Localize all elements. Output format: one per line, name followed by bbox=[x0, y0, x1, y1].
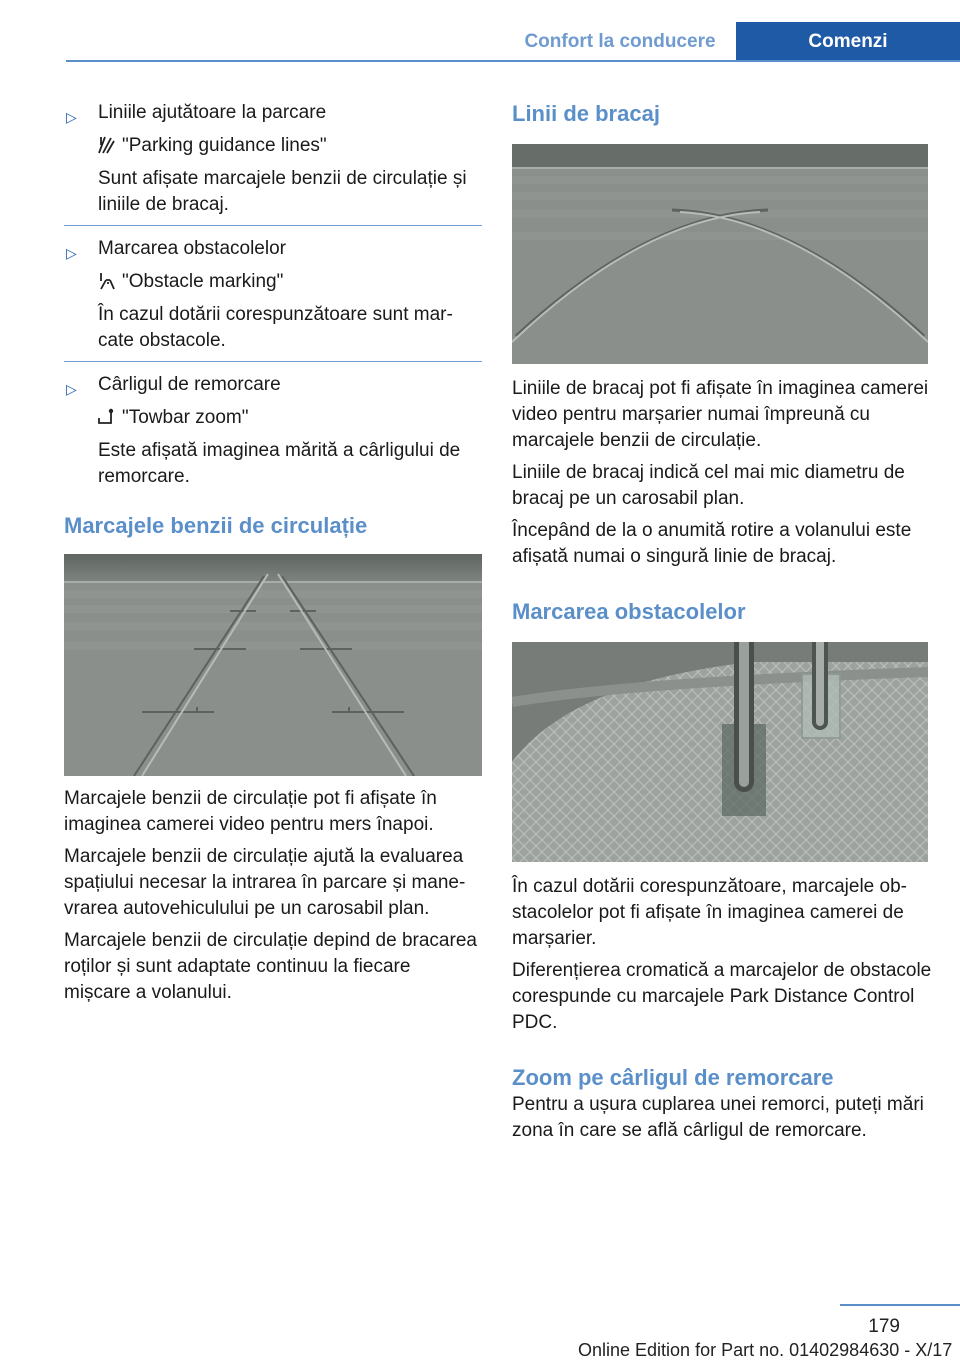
bullet-description: Sunt afișate marcajele benzii de circulație și liniile de bracaj. bbox=[98, 168, 467, 215]
bullet-towbar-zoom bbox=[64, 372, 482, 490]
bullet-option bbox=[98, 405, 482, 431]
bullet-obstacle-marking bbox=[64, 236, 482, 354]
lane-paragraph-2: Marcajele benzii de circulație ajută la evaluarea spațiului necesar la intrarea în parcare și manevrarea autovehiculului pe un carosabil plan. bbox=[64, 846, 466, 919]
bullet-description: În cazul dotării corespunzătoare sunt marcate obstacole. bbox=[98, 304, 453, 351]
bullet-separator bbox=[64, 361, 482, 362]
edition-note: Online Edition for Part no. 01402984630 - X/17 bbox=[578, 1340, 953, 1360]
towbar-zoom-icon bbox=[98, 408, 116, 426]
parking-guidance-lines-icon bbox=[98, 136, 116, 154]
bullet-title: Liniile ajutătoare la parcare bbox=[98, 102, 327, 123]
towbar-paragraph-1: Pentru a ușura cuplarea unei remorci, puteți mări zona în care se află cârligul de remorcare. bbox=[512, 1094, 924, 1141]
turning-lines-image bbox=[512, 144, 928, 364]
towbar-zoom-heading: Zoom pe cârligul de remorcare bbox=[512, 1065, 834, 1090]
page-number: 179 bbox=[868, 1316, 900, 1337]
lane-markings-image bbox=[64, 554, 482, 776]
bullet-option-label: "Towbar zoom" bbox=[122, 407, 249, 428]
turning-paragraph-3: Începând de la o anumită rotire a volanului este afișată numai o singură linie de bracaj. bbox=[512, 520, 912, 567]
header-section-tab[interactable]: Confort la conducere bbox=[524, 31, 716, 52]
turning-lines-heading: Linii de bracaj bbox=[512, 101, 660, 126]
bullet-triangle-icon: ▷ bbox=[66, 381, 77, 397]
bullet-description: Este afișată imaginea mărită a cârligului de remorcare. bbox=[98, 440, 461, 487]
obstacle-marking-heading: Marcarea obstacolelor bbox=[512, 599, 746, 624]
bullet-triangle-icon: ▷ bbox=[66, 109, 77, 125]
footer-rule bbox=[840, 1304, 960, 1306]
obstacle-paragraph-1: În cazul dotării corespunzătoare, marcajele obstacolelor pot fi afișate în imaginea camerei de marșarier. bbox=[512, 876, 907, 949]
lane-paragraph-3: Marcajele benzii de circulație depind de bracarea roților și sunt adaptate continuu la fiecare mișcare a volanului. bbox=[64, 930, 477, 1003]
left-column bbox=[64, 100, 482, 1012]
bullet-title: Cârligul de remorcare bbox=[98, 374, 281, 395]
header-rule bbox=[66, 60, 960, 62]
bullet-separator bbox=[64, 225, 482, 226]
right-column bbox=[512, 100, 932, 1150]
lane-markings-heading: Marcajele benzii de circulație bbox=[64, 513, 368, 538]
bullet-option bbox=[98, 133, 482, 159]
bullet-title: Marcarea obstacolelor bbox=[98, 238, 286, 259]
bullet-option bbox=[98, 269, 482, 295]
bullet-triangle-icon: ▷ bbox=[66, 245, 77, 261]
turning-paragraph-2: Liniile de bracaj indică cel mai mic diametru de bracaj pe un carosabil plan. bbox=[512, 462, 905, 509]
bullet-option-label: "Obstacle marking" bbox=[122, 271, 284, 292]
obstacle-paragraph-2: Diferențierea cromatică a marcajelor de obstacole corespunde cu marcajele Park Distance Control PDC. bbox=[512, 960, 932, 1033]
turning-paragraph-1: Liniile de bracaj pot fi afișate în imaginea camerei video pentru marșarier numai împreună cu marcajele benzii de circulație. bbox=[512, 378, 929, 451]
bullet-parking-guidance bbox=[64, 100, 482, 218]
obstacle-marking-icon bbox=[98, 272, 116, 290]
obstacle-marking-image bbox=[512, 642, 928, 862]
lane-paragraph-1: Marcajele benzii de circulație pot fi afișate în imaginea camerei video pentru mers înapoi. bbox=[64, 788, 437, 835]
bullet-option-label: "Parking guidance lines" bbox=[122, 135, 327, 156]
header-chapter-tab[interactable]: Comenzi bbox=[736, 22, 960, 62]
